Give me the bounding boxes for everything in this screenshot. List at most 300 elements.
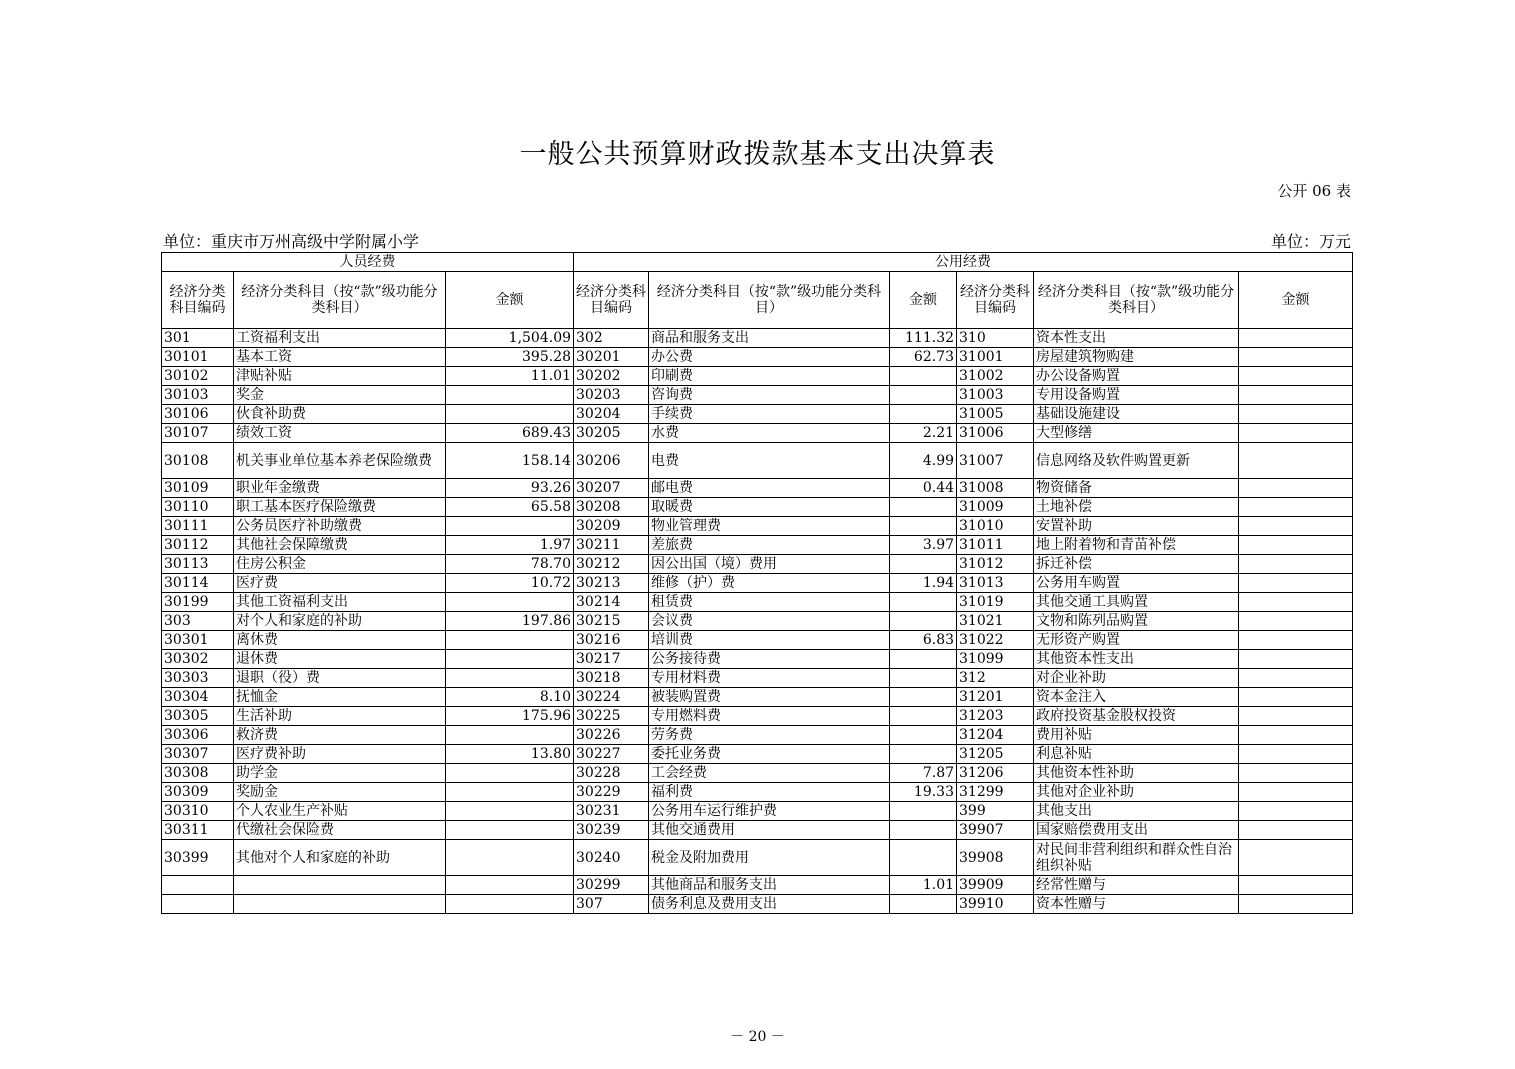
amount-cell <box>890 650 957 669</box>
code-cell: 31022 <box>957 631 1034 650</box>
amount-cell: 78.70 <box>446 555 574 574</box>
code-cell: 30110 <box>162 498 234 517</box>
amount-cell: 197.86 <box>446 612 574 631</box>
code-cell: 39909 <box>957 876 1034 895</box>
name-cell: 房屋建筑物购建 <box>1034 348 1239 367</box>
amount-cell <box>890 386 957 405</box>
amount-cell <box>446 669 574 688</box>
amount-cell <box>1239 479 1353 498</box>
name-cell: 资本性赠与 <box>1034 895 1239 914</box>
table-row <box>162 348 1353 367</box>
amount-cell <box>1239 424 1353 443</box>
name-cell: 物资储备 <box>1034 479 1239 498</box>
name-cell: 公务员医疗补助缴费 <box>234 517 446 536</box>
amount-cell <box>1239 650 1353 669</box>
code-cell: 30103 <box>162 386 234 405</box>
amount-cell <box>890 593 957 612</box>
amount-cell: 65.58 <box>446 498 574 517</box>
code-cell: 30208 <box>574 498 649 517</box>
name-cell: 专用燃料费 <box>649 707 890 726</box>
table-row <box>162 802 1353 821</box>
name-cell: 大型修缮 <box>1034 424 1239 443</box>
unit-currency: 单位：万元 <box>1270 232 1351 251</box>
code-cell: 30203 <box>574 386 649 405</box>
code-cell: 30228 <box>574 764 649 783</box>
code-cell: 30107 <box>162 424 234 443</box>
code-cell: 30109 <box>162 479 234 498</box>
amount-cell <box>446 876 574 895</box>
code-cell <box>162 876 234 895</box>
name-cell: 其他社会保障缴费 <box>234 536 446 555</box>
code-cell: 30302 <box>162 650 234 669</box>
code-cell: 30201 <box>574 348 649 367</box>
code-cell: 30217 <box>574 650 649 669</box>
table-row <box>162 821 1353 840</box>
table-row <box>162 895 1353 914</box>
name-cell: 安置补助 <box>1034 517 1239 536</box>
table-row <box>162 479 1353 498</box>
code-cell: 30111 <box>162 517 234 536</box>
amount-cell <box>1239 764 1353 783</box>
code-cell: 30301 <box>162 631 234 650</box>
amount-cell: 7.87 <box>890 764 957 783</box>
amount-cell <box>1239 876 1353 895</box>
code-cell: 30199 <box>162 593 234 612</box>
name-cell: 个人农业生产补贴 <box>234 802 446 821</box>
name-cell: 费用补贴 <box>1034 726 1239 745</box>
amount-cell <box>1239 517 1353 536</box>
table-row <box>162 726 1353 745</box>
name-cell: 邮电费 <box>649 479 890 498</box>
amount-cell <box>890 555 957 574</box>
amount-cell: 93.26 <box>446 479 574 498</box>
name-cell: 会议费 <box>649 612 890 631</box>
name-cell: 退职（役）费 <box>234 669 446 688</box>
name-cell: 抚恤金 <box>234 688 446 707</box>
table-row <box>162 707 1353 726</box>
amount-cell <box>1239 367 1353 386</box>
code-cell: 310 <box>957 329 1034 348</box>
name-cell: 离休费 <box>234 631 446 650</box>
name-cell: 其他资本性补助 <box>1034 764 1239 783</box>
code-cell: 30226 <box>574 726 649 745</box>
code-cell: 30304 <box>162 688 234 707</box>
amount-cell <box>1239 821 1353 840</box>
name-cell: 培训费 <box>649 631 890 650</box>
name-cell <box>234 876 446 895</box>
name-cell <box>234 895 446 914</box>
name-cell: 医疗费补助 <box>234 745 446 764</box>
header-amount: 金额 <box>1239 272 1353 329</box>
table-row <box>162 443 1353 479</box>
table-body <box>162 329 1353 914</box>
code-cell <box>162 895 234 914</box>
name-cell: 对民间非营利组织和群众性自治组织补贴 <box>1034 840 1239 876</box>
name-cell: 公务接待费 <box>649 650 890 669</box>
amount-cell: 62.73 <box>890 348 957 367</box>
code-cell: 30240 <box>574 840 649 876</box>
name-cell: 信息网络及软件购置更新 <box>1034 443 1239 479</box>
expenditure-table <box>161 252 1353 914</box>
code-cell: 30229 <box>574 783 649 802</box>
name-cell: 国家赔偿费用支出 <box>1034 821 1239 840</box>
code-cell: 30114 <box>162 574 234 593</box>
table-row <box>162 517 1353 536</box>
code-cell: 31009 <box>957 498 1034 517</box>
code-cell: 312 <box>957 669 1034 688</box>
amount-cell: 1.94 <box>890 574 957 593</box>
name-cell: 其他资本性支出 <box>1034 650 1239 669</box>
table-row <box>162 650 1353 669</box>
amount-cell: 4.99 <box>890 443 957 479</box>
table-row <box>162 405 1353 424</box>
header-amount: 金额 <box>890 272 957 329</box>
amount-cell: 19.33 <box>890 783 957 802</box>
name-cell: 其他交通费用 <box>649 821 890 840</box>
amount-cell <box>446 821 574 840</box>
code-cell: 31010 <box>957 517 1034 536</box>
header-name: 经济分类科目（按“款”级功能分类科目） <box>234 272 446 329</box>
name-cell: 政府投资基金股权投资 <box>1034 707 1239 726</box>
code-cell: 302 <box>574 329 649 348</box>
table-row <box>162 876 1353 895</box>
name-cell: 电费 <box>649 443 890 479</box>
code-cell: 30101 <box>162 348 234 367</box>
table-row <box>162 612 1353 631</box>
name-cell: 经常性赠与 <box>1034 876 1239 895</box>
name-cell: 其他支出 <box>1034 802 1239 821</box>
code-cell: 30213 <box>574 574 649 593</box>
code-cell: 30311 <box>162 821 234 840</box>
code-cell: 301 <box>162 329 234 348</box>
name-cell: 其他工资福利支出 <box>234 593 446 612</box>
name-cell: 救济费 <box>234 726 446 745</box>
name-cell: 其他对个人和家庭的补助 <box>234 840 446 876</box>
group-personnel: 人员经费 <box>162 253 574 272</box>
name-cell: 地上附着物和青苗补偿 <box>1034 536 1239 555</box>
amount-cell: 10.72 <box>446 574 574 593</box>
code-cell: 30239 <box>574 821 649 840</box>
amount-cell: 6.83 <box>890 631 957 650</box>
code-cell: 31019 <box>957 593 1034 612</box>
code-cell: 39907 <box>957 821 1034 840</box>
amount-cell <box>1239 612 1353 631</box>
name-cell: 退休费 <box>234 650 446 669</box>
name-cell: 维修（护）费 <box>649 574 890 593</box>
code-cell: 30307 <box>162 745 234 764</box>
name-cell: 资本性支出 <box>1034 329 1239 348</box>
code-cell: 30113 <box>162 555 234 574</box>
amount-cell <box>1239 707 1353 726</box>
amount-cell: 0.44 <box>890 479 957 498</box>
name-cell: 商品和服务支出 <box>649 329 890 348</box>
amount-cell <box>1239 726 1353 745</box>
amount-cell <box>446 405 574 424</box>
code-cell: 31011 <box>957 536 1034 555</box>
table-row <box>162 745 1353 764</box>
amount-cell <box>446 802 574 821</box>
name-cell: 其他商品和服务支出 <box>649 876 890 895</box>
table-row <box>162 367 1353 386</box>
table-row <box>162 329 1353 348</box>
amount-cell <box>446 386 574 405</box>
amount-cell <box>1239 498 1353 517</box>
name-cell: 租赁费 <box>649 593 890 612</box>
amount-cell: 175.96 <box>446 707 574 726</box>
code-cell: 31006 <box>957 424 1034 443</box>
table-row <box>162 555 1353 574</box>
table-row <box>162 688 1353 707</box>
name-cell: 利息补贴 <box>1034 745 1239 764</box>
code-cell: 30218 <box>574 669 649 688</box>
name-cell: 办公费 <box>649 348 890 367</box>
code-cell: 30202 <box>574 367 649 386</box>
amount-cell <box>890 821 957 840</box>
name-cell: 债务利息及费用支出 <box>649 895 890 914</box>
name-cell: 工会经费 <box>649 764 890 783</box>
amount-cell <box>1239 574 1353 593</box>
header-amount: 金额 <box>446 272 574 329</box>
amount-cell <box>890 498 957 517</box>
name-cell: 因公出国（境）费用 <box>649 555 890 574</box>
code-cell: 30306 <box>162 726 234 745</box>
name-cell: 印刷费 <box>649 367 890 386</box>
header-code: 经济分类科目编码 <box>574 272 649 329</box>
header-name: 经济分类科目（按“款”级功能分类科目） <box>1034 272 1239 329</box>
amount-cell <box>1239 348 1353 367</box>
name-cell: 劳务费 <box>649 726 890 745</box>
code-cell: 303 <box>162 612 234 631</box>
amount-cell <box>1239 669 1353 688</box>
amount-cell: 2.21 <box>890 424 957 443</box>
code-cell: 31021 <box>957 612 1034 631</box>
amount-cell <box>1239 631 1353 650</box>
name-cell: 土地补偿 <box>1034 498 1239 517</box>
code-cell: 30212 <box>574 555 649 574</box>
name-cell: 水费 <box>649 424 890 443</box>
header-code: 经济分类科目编码 <box>162 272 234 329</box>
code-cell: 30216 <box>574 631 649 650</box>
code-cell: 30211 <box>574 536 649 555</box>
code-cell: 30108 <box>162 443 234 479</box>
code-cell: 39910 <box>957 895 1034 914</box>
group-public: 公用经费 <box>574 253 1353 272</box>
name-cell: 住房公积金 <box>234 555 446 574</box>
name-cell: 绩效工资 <box>234 424 446 443</box>
table-row <box>162 764 1353 783</box>
amount-cell <box>1239 688 1353 707</box>
name-cell: 物业管理费 <box>649 517 890 536</box>
table-row <box>162 593 1353 612</box>
amount-cell <box>446 593 574 612</box>
unit-organization: 单位：重庆市万州高级中学附属小学 <box>163 232 420 251</box>
name-cell: 职业年金缴费 <box>234 479 446 498</box>
amount-cell: 158.14 <box>446 443 574 479</box>
amount-cell: 11.01 <box>446 367 574 386</box>
name-cell: 拆迁补偿 <box>1034 555 1239 574</box>
amount-cell <box>446 783 574 802</box>
name-cell: 被装购置费 <box>649 688 890 707</box>
amount-cell <box>1239 329 1353 348</box>
name-cell: 机关事业单位基本养老保险缴费 <box>234 443 446 479</box>
code-cell: 307 <box>574 895 649 914</box>
code-cell: 399 <box>957 802 1034 821</box>
name-cell: 公务用车运行维护费 <box>649 802 890 821</box>
amount-cell <box>446 895 574 914</box>
code-cell: 30310 <box>162 802 234 821</box>
amount-cell <box>1239 555 1353 574</box>
code-cell: 30206 <box>574 443 649 479</box>
amount-cell: 3.97 <box>890 536 957 555</box>
table-row <box>162 424 1353 443</box>
amount-cell <box>446 631 574 650</box>
name-cell: 助学金 <box>234 764 446 783</box>
code-cell: 30224 <box>574 688 649 707</box>
name-cell: 奖金 <box>234 386 446 405</box>
table-row <box>162 574 1353 593</box>
name-cell: 公务用车购置 <box>1034 574 1239 593</box>
amount-cell <box>446 840 574 876</box>
code-cell: 30215 <box>574 612 649 631</box>
amount-cell <box>890 405 957 424</box>
amount-cell: 1.97 <box>446 536 574 555</box>
table-row <box>162 536 1353 555</box>
code-cell: 30207 <box>574 479 649 498</box>
name-cell: 专用设备购置 <box>1034 386 1239 405</box>
code-cell: 30106 <box>162 405 234 424</box>
code-cell: 31001 <box>957 348 1034 367</box>
code-cell: 31099 <box>957 650 1034 669</box>
name-cell: 专用材料费 <box>649 669 890 688</box>
name-cell: 其他对企业补助 <box>1034 783 1239 802</box>
name-cell: 委托业务费 <box>649 745 890 764</box>
table-row <box>162 498 1353 517</box>
code-cell: 31203 <box>957 707 1034 726</box>
code-cell: 30205 <box>574 424 649 443</box>
amount-cell <box>890 669 957 688</box>
amount-cell: 395.28 <box>446 348 574 367</box>
code-cell: 31013 <box>957 574 1034 593</box>
name-cell: 对企业补助 <box>1034 669 1239 688</box>
amount-cell: 689.43 <box>446 424 574 443</box>
table-row <box>162 386 1353 405</box>
amount-cell: 111.32 <box>890 329 957 348</box>
code-cell: 30231 <box>574 802 649 821</box>
table-row <box>162 840 1353 876</box>
name-cell: 咨询费 <box>649 386 890 405</box>
code-cell: 31003 <box>957 386 1034 405</box>
amount-cell <box>446 764 574 783</box>
code-cell: 30227 <box>574 745 649 764</box>
header-name: 经济分类科目（按“款”级功能分类科目） <box>649 272 890 329</box>
code-cell: 31008 <box>957 479 1034 498</box>
page-number: － 20 － <box>730 1029 785 1045</box>
code-cell: 31002 <box>957 367 1034 386</box>
name-cell: 医疗费 <box>234 574 446 593</box>
code-cell: 30299 <box>574 876 649 895</box>
amount-cell <box>890 895 957 914</box>
amount-cell: 8.10 <box>446 688 574 707</box>
amount-cell <box>446 650 574 669</box>
name-cell: 福利费 <box>649 783 890 802</box>
code-cell: 31299 <box>957 783 1034 802</box>
header-code: 经济分类科目编码 <box>957 272 1034 329</box>
name-cell: 取暖费 <box>649 498 890 517</box>
code-cell: 30102 <box>162 367 234 386</box>
name-cell: 对个人和家庭的补助 <box>234 612 446 631</box>
name-cell: 工资福利支出 <box>234 329 446 348</box>
code-cell: 31201 <box>957 688 1034 707</box>
amount-cell <box>890 517 957 536</box>
code-cell: 31007 <box>957 443 1034 479</box>
code-cell: 30399 <box>162 840 234 876</box>
amount-cell <box>1239 745 1353 764</box>
amount-cell: 1,504.09 <box>446 329 574 348</box>
name-cell: 资本金注入 <box>1034 688 1239 707</box>
table-row <box>162 631 1353 650</box>
amount-cell <box>890 726 957 745</box>
amount-cell <box>890 688 957 707</box>
amount-cell <box>890 745 957 764</box>
code-cell: 30209 <box>574 517 649 536</box>
name-cell: 文物和陈列品购置 <box>1034 612 1239 631</box>
name-cell: 基础设施建设 <box>1034 405 1239 424</box>
table-row <box>162 783 1353 802</box>
table-row <box>162 669 1353 688</box>
form-number: 公开 06 表 <box>1277 182 1351 200</box>
name-cell: 生活补助 <box>234 707 446 726</box>
amount-cell: 1.01 <box>890 876 957 895</box>
amount-cell <box>1239 443 1353 479</box>
name-cell: 办公设备购置 <box>1034 367 1239 386</box>
amount-cell <box>890 612 957 631</box>
amount-cell <box>890 367 957 386</box>
amount-cell <box>1239 405 1353 424</box>
code-cell: 30112 <box>162 536 234 555</box>
code-cell: 30303 <box>162 669 234 688</box>
name-cell: 手续费 <box>649 405 890 424</box>
code-cell: 31005 <box>957 405 1034 424</box>
name-cell: 奖励金 <box>234 783 446 802</box>
code-cell: 31206 <box>957 764 1034 783</box>
name-cell: 职工基本医疗保险缴费 <box>234 498 446 517</box>
name-cell: 基本工资 <box>234 348 446 367</box>
amount-cell <box>1239 593 1353 612</box>
code-cell: 30225 <box>574 707 649 726</box>
code-cell: 39908 <box>957 840 1034 876</box>
amount-cell: 13.80 <box>446 745 574 764</box>
name-cell: 差旅费 <box>649 536 890 555</box>
name-cell: 无形资产购置 <box>1034 631 1239 650</box>
amount-cell <box>1239 802 1353 821</box>
name-cell: 津贴补贴 <box>234 367 446 386</box>
name-cell: 税金及附加费用 <box>649 840 890 876</box>
amount-cell <box>446 517 574 536</box>
name-cell: 代缴社会保险费 <box>234 821 446 840</box>
code-cell: 31012 <box>957 555 1034 574</box>
name-cell: 其他交通工具购置 <box>1034 593 1239 612</box>
amount-cell <box>1239 840 1353 876</box>
amount-cell <box>1239 386 1353 405</box>
amount-cell <box>890 707 957 726</box>
amount-cell <box>890 840 957 876</box>
amount-cell <box>1239 536 1353 555</box>
amount-cell <box>446 726 574 745</box>
page-title: 一般公共预算财政拨款基本支出决算表 <box>519 139 996 170</box>
code-cell: 31204 <box>957 726 1034 745</box>
code-cell: 30214 <box>574 593 649 612</box>
amount-cell <box>1239 895 1353 914</box>
